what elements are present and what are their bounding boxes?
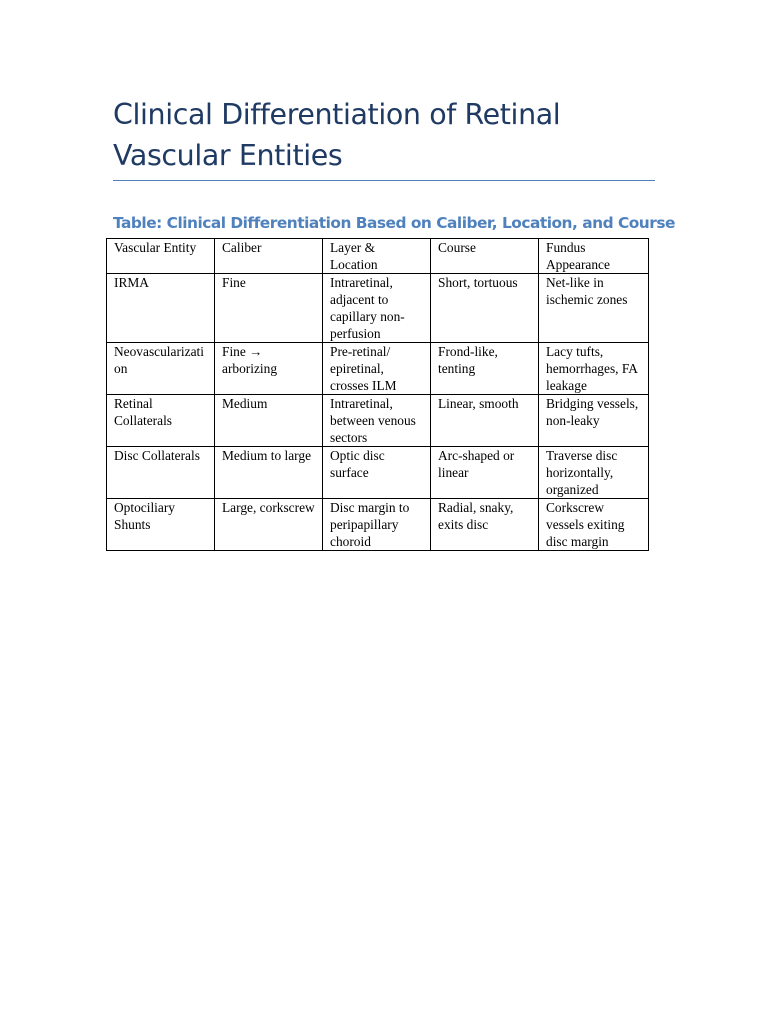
cell-caliber: Large, corkscrew [215,499,323,551]
cell-fundus-appearance: Lacy tufts, hemorrhages, FA leakage [539,343,649,395]
cell-course: Short, tortuous [431,274,539,343]
cell-layer-location: Pre-retinal/ epiretinal, crosses ILM [323,343,431,395]
cell-course: Radial, snaky, exits disc [431,499,539,551]
header-vascular-entity: Vascular Entity [107,239,215,274]
header-layer-location: Layer & Location [323,239,431,274]
cell-caliber: Medium [215,395,323,447]
cell-fundus-appearance: Net-like in ischemic zones [539,274,649,343]
cell-caliber: Medium to large [215,447,323,499]
cell-vascular-entity: Optociliary Shunts [107,499,215,551]
table-row [107,274,649,343]
cell-course: Linear, smooth [431,395,539,447]
table-row [107,447,649,499]
cell-fundus-appearance: Bridging vessels, non-leaky [539,395,649,447]
table-row [107,395,649,447]
cell-caliber: Fine [215,274,323,343]
header-caliber: Caliber [215,239,323,274]
table-caption: Table: Clinical Differentiation Based on Caliber, Location, and Course [113,214,675,232]
table-header-row [107,239,649,274]
cell-fundus-appearance: Corkscrew vessels exiting disc margin [539,499,649,551]
differentiation-table [106,238,649,551]
document-title: Clinical Differentiation of Retinal Vascular Entities [113,98,561,172]
header-course: Course [431,239,539,274]
cell-fundus-appearance: Traverse disc horizontally, organized [539,447,649,499]
cell-layer-location: Intraretinal, adjacent to capillary non-perfusion [323,274,431,343]
header-fundus-appearance: Fundus Appearance [539,239,649,274]
table-row [107,343,649,395]
cell-course: Arc-shaped or linear [431,447,539,499]
cell-layer-location: Disc margin to peripapillary choroid [323,499,431,551]
cell-vascular-entity: IRMA [107,274,215,343]
cell-layer-location: Intraretinal, between venous sectors [323,395,431,447]
cell-vascular-entity: Neovascularization [107,343,215,395]
cell-vascular-entity: Retinal Collaterals [107,395,215,447]
cell-layer-location: Optic disc surface [323,447,431,499]
cell-caliber: Fine → arborizing [215,343,323,395]
cell-course: Frond-like, tenting [431,343,539,395]
title-divider [113,180,655,181]
cell-vascular-entity: Disc Collaterals [107,447,215,499]
table-row [107,499,649,551]
